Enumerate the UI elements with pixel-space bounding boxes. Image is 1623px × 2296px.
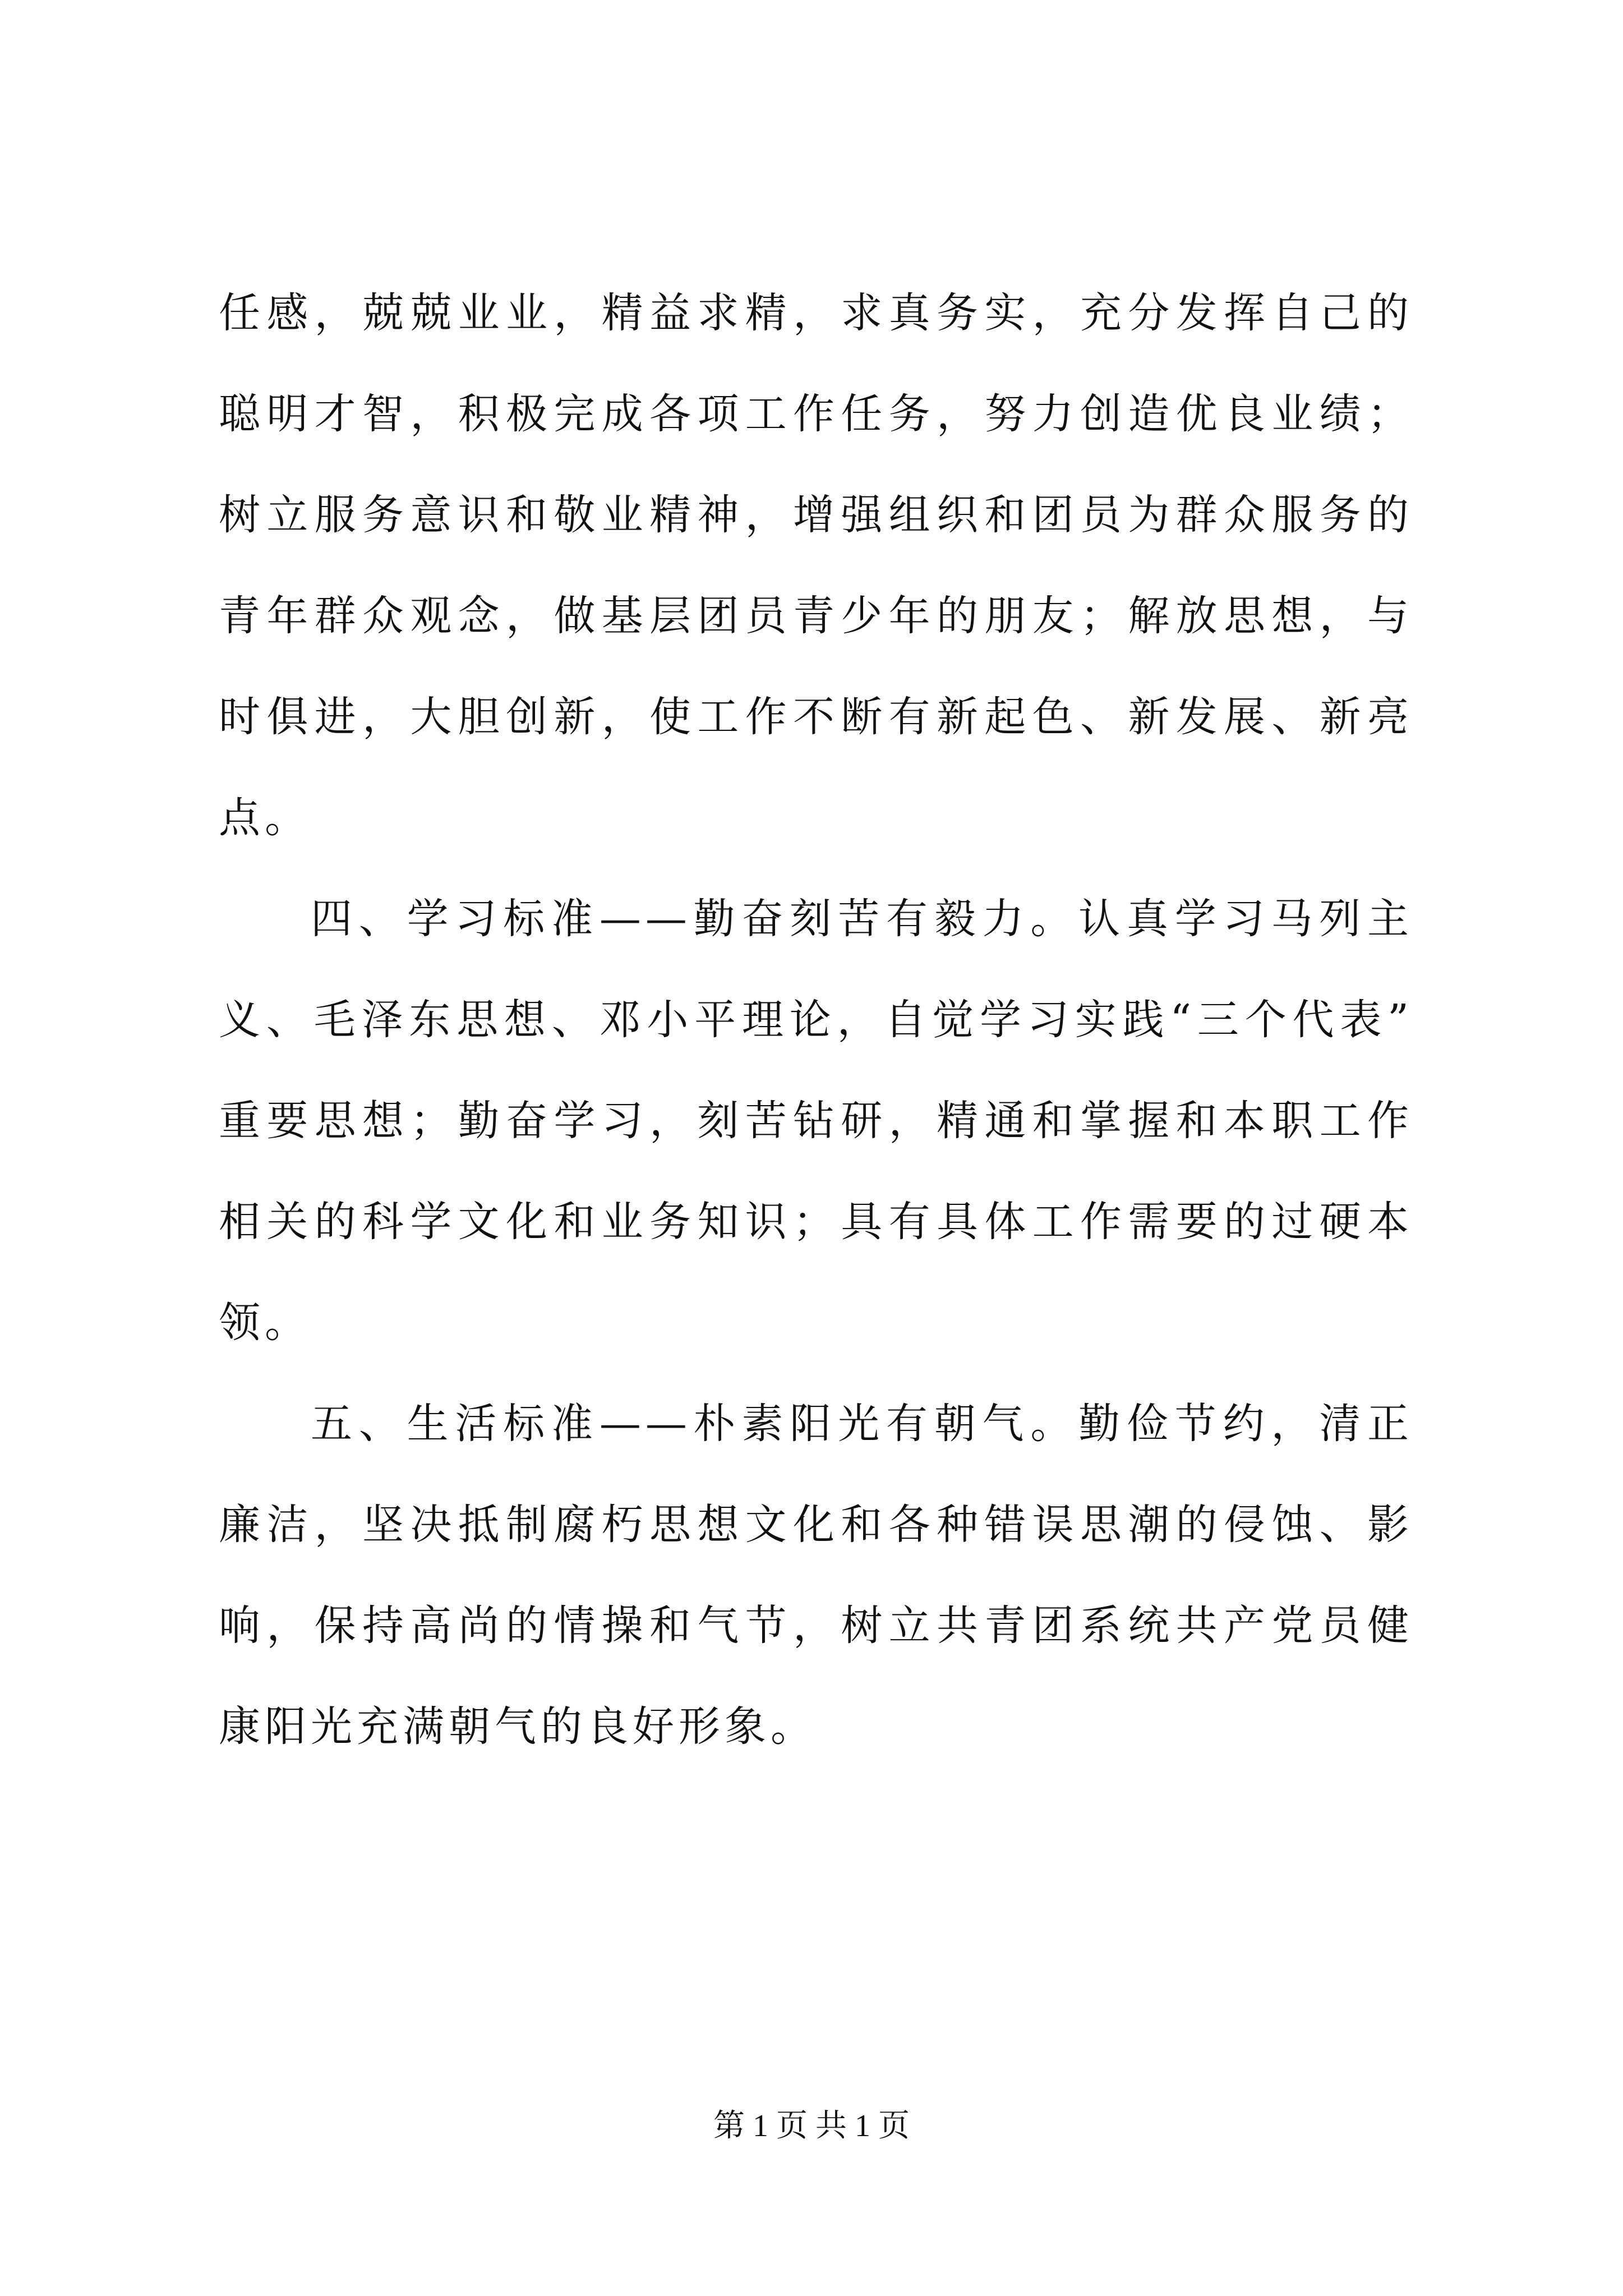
page-footer: 第 1 页 共 1 页: [713, 2109, 910, 2143]
paragraph-life-standard: 五、生活标准——朴素阳光有朝气。勤俭节约，清正廉洁，坚决抵制腐朽思想文化和各种错误思潮的侵蚀、影响，保持高尚的情操和气节，树立共青团系统共产党员健康阳光充满朝气的良好形象。: [219, 1400, 1413, 1751]
paragraph-study-standard: 四、学习标准——勤奋刻苦有毅力。认真学习马列主义、毛泽东思想、邓小平理论，自觉学习实践“三个代表”重要思想；勤奋学习，刻苦钻研，精通和掌握和本职工作相关的科学文化和业务知识；具有具体工作需要的过硬本领。: [219, 895, 1413, 1347]
paragraph-continuation: 任感，兢兢业业，精益求精，求真务实，充分发挥自己的聪明才智，积极完成各项工作任务，努力创造优良业绩；树立服务意识和敬业精神，增强组织和团员为群众服务的青年群众观念，做基层团员青少年的朋友；解放思想，与时俱进，大胆创新，使工作不断有新起色、新发展、新亮点。: [219, 289, 1413, 842]
document-body: [219, 263, 1413, 1777]
